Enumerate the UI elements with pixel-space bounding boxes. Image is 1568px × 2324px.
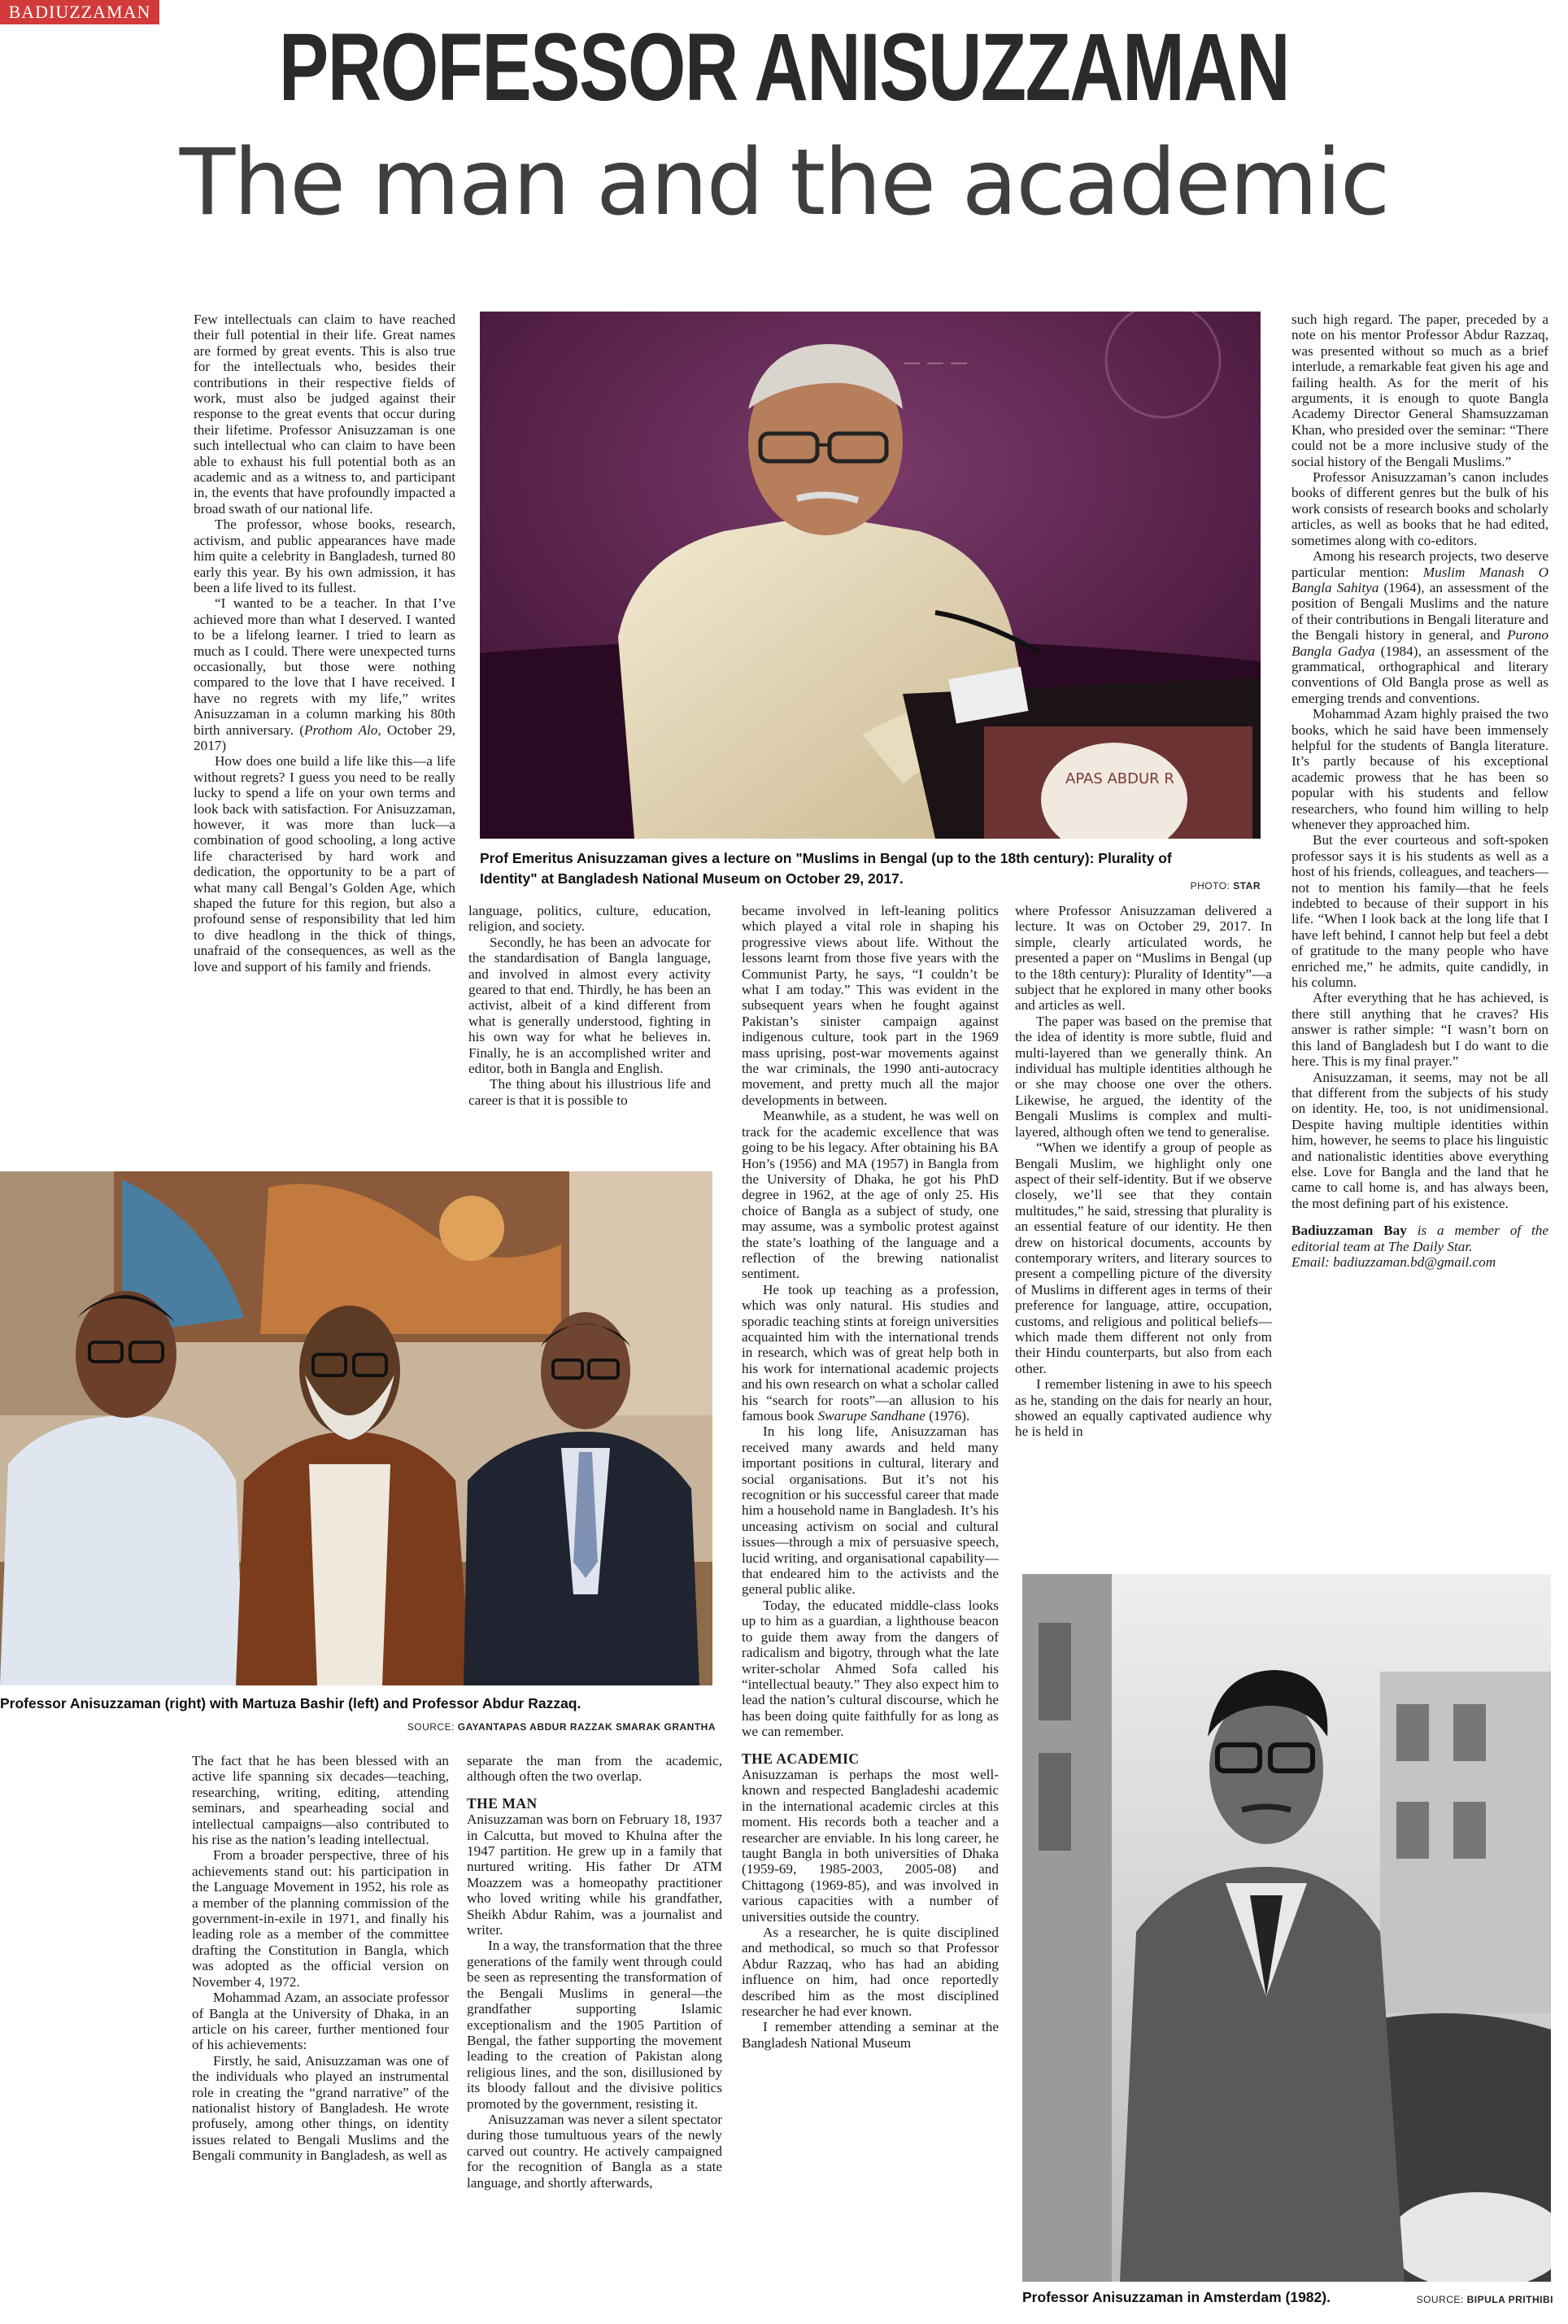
lecture-photo-source: PHOTO: STAR — [1190, 880, 1261, 892]
paragraph: From a broader perspective, three of his achievements stand out: his participation in the Language Movement in 1952, his role as a member of the planning commission of the government-in-exile in 1971, and finally his leading role as a member of the committee drafting the Constitution in Bangla, which was adopted as the official version on November 4, 1972. — [192, 1847, 449, 1990]
paragraph: But the ever courteous and soft-spoken professor says it is his students as well as a host of his friends, colleagues, and teachers—not to mention his family—that he feels indebted to because of their support in his life. “When I look back at the long life that I have left behind, I cannot help but feel a debt of gratitude to the many people who have enriched me,” he admits, quite candidly, in his column. — [1291, 832, 1548, 991]
column-1 — [194, 312, 455, 975]
group-photo-source: SOURCE: GAYANTAPAS ABDUR RAZZAK SMARAK GRANTHA — [407, 1721, 716, 1733]
paragraph: such high regard. The paper, preceded by a note on his mentor Professor Abdur Razzaq, was presented without so much as a brief interlude, a remarkable feat given his age and failing health. As for the merit of his arguments, it is enough to quote Bangla Academy Director General Shamsuzzaman Khan, who presided over the seminar: “There could not be a more inclusive study of the social history of the Bengali Muslims.” — [1291, 312, 1548, 469]
column-6 — [192, 1753, 449, 2164]
byline-badge: BADIUZZAMAN BAY — [0, 0, 159, 24]
paragraph: How does one build a life like this—a life without regrets? I guess you need to be really lucky to spend a life on your own terms and look back with satisfaction. For Anisuzzaman, however, it was more than luck—a combination of good schooling, a long active life characterised by hard work and dedication, the opportunity to be a part of what many call Bengal’s Golden Age, which shaped the future for this region, but also a profound sense of responsibility that led him to dive headlong in the thick of things, unafraid of the consequences, as well as the love and support of his family and friends. — [194, 753, 455, 975]
paragraph: Professor Anisuzzaman’s canon includes books of different genres but the bulk of his work consists of research books and scholarly articles, as well as books that he had edited, sometimes along with co-editors. — [1291, 469, 1548, 548]
lecture-photo — [480, 312, 1261, 839]
lecture-photo-caption: Prof Emeritus Anisuzzaman gives a lecture on "Muslims in Bengal (up to the 18th century): Plurality of Identity" at Bangladesh National Museum on October 29, 2017. — [480, 850, 1172, 887]
paragraph: Anisuzzaman was born on February 18, 1937 in Calcutta, but moved to Khulna after the 1947 partition. He grew up in a family that nurtured writing. His father Dr ATM Moazzem was a homeopathy practitioner who loved writing while his grandfather, Sheikh Abdur Rahim, was a journalist and writer. — [467, 1812, 722, 1938]
paragraph: I remember attending a seminar at the Bangladesh National Museum — [742, 2019, 999, 2051]
section-heading-the-academic: THE ACADEMIC — [742, 1750, 860, 1767]
paragraph: Anisuzzaman is perhaps the most well-known and respected Bangladeshi academic in the international academic circles at this moment. His records both a teacher and a researcher are enviable. In his long career, he taught Bangla in both universities of Dhaka (1959-69, 1985-2003, 2005-08) and Chittagong (1969-85), and was involved in various capacities with a number of universities outside the country. — [742, 1766, 999, 1925]
paragraph: Few intellectuals can claim to have reached their full potential in their life. Great names are formed by great events. This is also true for the intellectuals who, besides their contributions in their respective fields of work, must also be judged against their response to the great events that occur during their lifetime. Professor Anisuzzaman is one such intellectual who can claim to have been able to exhaust his full potential both as an academic and as a witness to, and participant in, the events that have profoundly impacted a broad swath of our national life. — [194, 312, 455, 517]
paragraph: After everything that he has achieved, is there still anything that he craves? His answer is rather simple: “I wasn’t born on this land of Bangladesh but I do want to die here. This is my final prayer.” — [1291, 990, 1548, 1070]
paragraph: In his long life, Anisuzzaman has received many awards and held many important positions in cultural, literary and social organisations. But it’s not his recognition or his successful career that made him a household name in Bangladesh. It’s his unceasing activism on social and cultural issues—through a mix of persuasive speech, lucid writing, and organisational capability—that endeared him to the activists and the general public alike. — [742, 1424, 999, 1598]
paragraph: The thing about his illustrious life and career is that it is possible to — [468, 1076, 711, 1108]
column-5 — [1291, 312, 1548, 1270]
author-note: Badiuzzaman Bay is a member of the editorial team at The Daily Star. Email: badiuzzaman.bd@gmail.com — [1291, 1223, 1548, 1270]
amsterdam-photo-source: SOURCE: BIPULA PRITHIBI — [1416, 2294, 1553, 2305]
paragraph: I remember listening in awe to his speech as he, standing on the dais for nearly an hour, showed an equally captivated audience why he is held in — [1015, 1376, 1272, 1440]
paragraph: Among his research projects, two deserve particular mention: Muslim Manash O Bangla Sahitya (1964), an assessment of the position of Bengali Muslims and the nature of their contributions in Bengali literature and the Bengali history in general, and Purono Bangla Gadya (1984), an assessment of the grammatical, orthographical and literary conventions of Old Bangla prose as well as emerging trends and conventions. — [1291, 548, 1548, 706]
amsterdam-photo — [1022, 1574, 1551, 2282]
paragraph: Firstly, he said, Anisuzzaman was one of the individuals who played an instrumental role in creating the “grand narrative” of the nationalist history of Bangladesh. He wrote profusely, among other things, on identity issues related to Bengali Muslims and the Bengali community in Bangladesh, as well as — [192, 2052, 449, 2164]
svg-text:— — —: — — — — [903, 353, 968, 373]
paragraph: Mohammad Azam, an associate professor of Bangla at the University of Dhaka, in an article on his career, further mentioned four of his achievements: — [192, 1990, 449, 2053]
amsterdam-photo-image — [1022, 1574, 1551, 2282]
paragraph: where Professor Anisuzzaman delivered a lecture. It was on October 29, 2017. In simple, clearly articulated words, he presented a paper on “Muslims in Bengal (up to the 18th century): Plurality of Identity”—a subject that he explored in many other books and articles as well. — [1015, 903, 1272, 1014]
paragraph: “When we identify a group of people as Bengali Muslim, we highlight only one aspect of their self-identity. But if we observe closely, we’ll see that they contain multitudes,” he said, stressing that plurality is an essential feature of our identity. He then drew on historical documents, accounts by contemporary writers, and literary sources to present a compelling picture of the diversity of Muslims in different ages in terms of their preference for language, attire, occupation, customs, and religious and political beliefs—which made them different not only from their Hindu counterparts, but also from each other. — [1015, 1140, 1272, 1376]
paragraph: separate the man from the academic, although often the two overlap. — [467, 1753, 722, 1785]
column-7 — [467, 1753, 722, 2191]
paragraph: Anisuzzaman, it seems, may not be all that different from the subjects of his study on identity. He, too, is not unidimensional. Despite having multiple identities within him, however, he seems to place his linguistic and nationalistic identities above everything else. Love for Bangla and the land that he came to call home is, and has always been, the most defining part of his existence. — [1291, 1069, 1548, 1211]
column-3 — [742, 903, 999, 2051]
paragraph: Secondly, he has been an advocate for the standardisation of Bangla language, and involved in almost every activity geared to that end. Thirdly, he has been an activist, albeit of a kind different from what is generally understood, fighting in his own way for what he believes in. Finally, he is an accomplished writer and editor, both in Bangla and English. — [468, 934, 711, 1077]
headline: PROFESSOR ANISUZZAMAN — [278, 14, 1290, 121]
subheadline: The man and the academic — [179, 130, 1389, 236]
paragraph: The professor, whose books, research, activism, and public appearances have made him quite a celebrity in Bangladesh, turned 80 early this year. By his own admission, it has been a life lived to its fullest. — [194, 517, 455, 595]
paragraph: language, politics, culture, education, religion, and society. — [468, 903, 711, 935]
group-photo — [0, 1171, 712, 1685]
paragraph: Meanwhile, as a student, he was well on track for the academic excellence that was going to be his legacy. After obtaining his BA Hon’s (1956) and MA (1957) in Bangla from the University of Dhaka, he got his PhD degree in 1962, at the age of only 25. His choice of Bangla as a subject of study, one may assume, was a symbolic protest against the state’s loathing of the language and a reflection of the brewing nationalist sentiment. — [742, 1108, 999, 1282]
paragraph: became involved in left-leaning politics which played a vital role in shaping his progressive views about life. Without the lessons learnt from those five years with the Communist Party, he says, “I couldn’t be what I am today.” This was evident in the subsequent years when he fought against Pakistan’s sinister campaign against indigenous culture, took part in the 1969 mass uprising, post-war movements against the war criminals, the 1990 anti-autocracy movement, and pretty much all the major developments in between. — [742, 903, 999, 1108]
paragraph: “I wanted to be a teacher. In that I’ve achieved more than what I deserved. I wanted to be a lifelong learner. I tried to learn as much as I could. There were unexpected turns occasionally, but those were nothing compared to the love that I have received. I have no regrets with my life,” writes Anisuzzaman in a column marking his 80th birth anniversary. (Prothom Alo, October 29, 2017) — [194, 595, 455, 753]
paragraph: The fact that he has been blessed with an active life spanning six decades—teaching, researching, writing, editing, attending seminars, and spearheading social and intellectual campaigns—also contributed to his rise as the nation’s leading intellectual. — [192, 1753, 449, 1848]
paragraph: Today, the educated middle-class looks up to him as a guardian, a lighthouse beacon to guide them away from the dangers of radicalism and bigotry, through what the late writer-scholar Ahmed Sofa called his “intellectual beauty.” They also expect him to lead the nation’s cultural discourse, which he has been doing quite faithfully for as long as we can remember. — [742, 1597, 999, 1740]
paragraph: He took up teaching as a profession, which was only natural. His studies and sporadic teaching stints at foreign universities acquainted him with the international trends in research, which was of great help both in his work for international academic projects and his own research on what a scholar called his “search for roots”—an allusion to his famous book Swarupe Sandhane (1976). — [742, 1281, 999, 1424]
paragraph: Mohammad Azam highly praised the two books, which he said have been immensely helpful for the students of Bangla literature. It’s partly because of his exceptional academic prowess that he has been so popular with his students and fellow researchers, who found him willing to help whenever they approached him. — [1291, 706, 1548, 832]
paragraph: The paper was based on the premise that the idea of identity is more subtle, fluid and multi-layered than we generally think. An individual has multiple identities although he or she may choose one over the others. Likewise, he argued, the identity of the Bengali Muslims is complex and multi-layered, although often we tend to generalise. — [1015, 1013, 1272, 1140]
paragraph: Anisuzzaman was never a silent spectator during those tumultuous years of the newly carved out country. He actively campaigned for the recognition of Bangla as a state language, and shortly afterwards, — [467, 2111, 722, 2191]
amsterdam-photo-caption: Professor Anisuzzaman in Amsterdam (1982). — [1022, 2289, 1331, 2305]
podium-seal-text: APAS ABDUR R — [1065, 770, 1174, 787]
paragraph: In a way, the transformation that the three generations of the family went through could be seen as representing the transformation of the Bengali Muslims in general—the grandfather supporting Islamic exceptionalism and the 1905 Partition of Bengal, the father supporting the movement leading to the creation of Pakistan along religious lines, and the son, disillusioned by its bloody fallout and the divisive politics promoted by the government, resisting it. — [467, 1938, 722, 2112]
group-photo-caption: Professor Anisuzzaman (right) with Martuza Bashir (left) and Professor Abdur Razzaq. — [0, 1695, 581, 1711]
lecture-photo-image — [480, 312, 1261, 839]
column-4 — [1015, 903, 1272, 1440]
paragraph: As a researcher, he is quite disciplined and methodical, so much so that Professor Abdur Razzaq, who has had an abiding influence on him, had once reportedly described him as the most disciplined researcher he had ever known. — [742, 1925, 999, 2020]
column-2 — [468, 903, 711, 1108]
group-photo-image — [0, 1171, 712, 1685]
section-heading-the-man: THE MAN — [467, 1794, 538, 1812]
